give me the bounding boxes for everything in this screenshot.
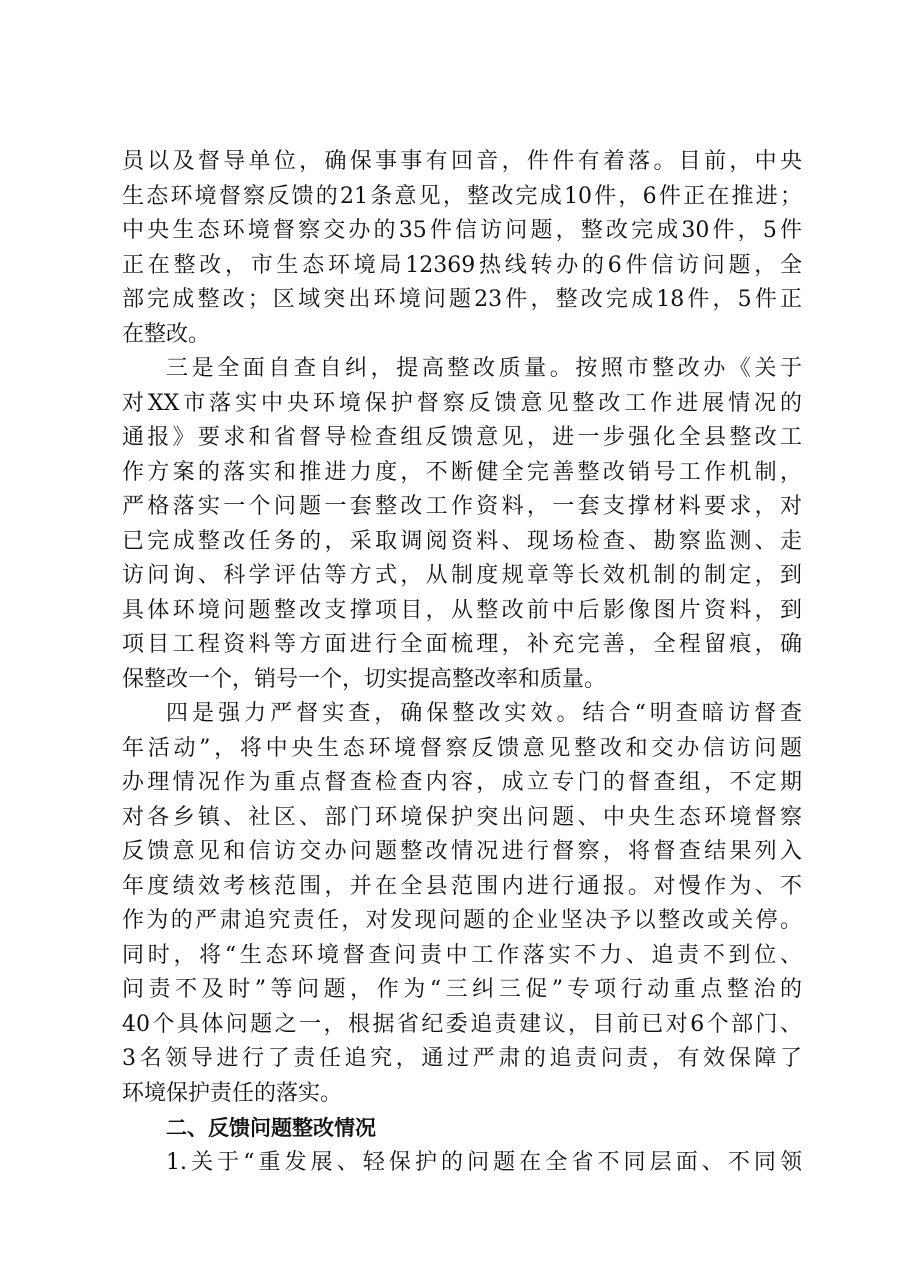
text-line: 作方案的落实和推进力度，不断健全完善整改销号工作机制，	[122, 459, 802, 485]
text-line: 3名领导进行了责任追究，通过严肃的追责问责，有效保障了	[122, 1046, 802, 1071]
text-line: 办理情况作为重点督查检查内容，成立专门的督查组，不定期	[122, 770, 802, 795]
text-line: 年活动”，将中央生态环境督察反馈意见整改和交办信访问题	[122, 735, 802, 761]
text-line: 访问询、科学评估等方式，从制度规章等长效机制的制定，到	[122, 563, 802, 588]
text-line: 在整改。	[122, 321, 211, 347]
text-line: 同时，将“生态环境督查问责中工作落实不力、追责不到位、	[122, 942, 802, 968]
text-line: 问责不及时”等问题，作为“三纠三促”专项行动重点整治的	[122, 977, 802, 1002]
text-line: 环境保护责任的落实。	[122, 1080, 343, 1106]
text-line: 员以及督导单位，确保事事有回音，件件有着落。目前，中央	[122, 149, 802, 174]
section-heading: 二、反馈问题整改情况	[166, 1116, 376, 1140]
paragraph-four-start: 四是强力严督实查，确保整改实效。结合“明查暗访督查	[166, 701, 802, 726]
text-line: 中央生态环境督察交办的35件信访问题，整改完成30件，5件	[122, 218, 802, 243]
text-line: 部完成整改；区域突出环境问题23件，整改完成18件，5件正	[122, 287, 802, 312]
text-line: 生态环境督察反馈的21条意见，整改完成10件，6件正在推进；	[122, 183, 802, 209]
text-line: 作为的严肃追究责任，对发现问题的企业坚决予以整改或关停。	[122, 908, 802, 933]
text-line: 1.关于“重发展、轻保护的问题在全省不同层面、不同领	[166, 1149, 802, 1175]
text-line: 通报》要求和省督导检查组反馈意见，进一步强化全县整改工	[122, 425, 802, 450]
text-line: 对XX市落实中央环境保护督察反馈意见整改工作进展情况的	[122, 390, 802, 416]
text-line: 严格落实一个问题一套整改工作资料，一套支撑材料要求，对	[122, 494, 802, 519]
text-line: 40个具体问题之一，根据省纪委追责建议，目前已对6个部门、	[122, 1011, 802, 1037]
text-line: 年度绩效考核范围，并在全县范围内进行通报。对慢作为、不	[122, 873, 802, 899]
text-line: 反馈意见和信访交办问题整改情况进行督察，将督查结果列入	[122, 839, 802, 864]
document-body	[122, 145, 802, 1180]
paragraph-three-start: 三是全面自查自纠，提高整改质量。按照市整改办《关于	[166, 356, 802, 381]
text-line: 正在整改，市生态环境局12369热线转办的6件信访问题，全	[122, 252, 802, 278]
text-line: 保整改一个，销号一个，切实提高整改率和质量。	[122, 666, 607, 692]
text-line: 具体环境问题整改支撑项目，从整改前中后影像图片资料，到	[122, 597, 802, 623]
text-line: 已完成整改任务的，采取调阅资料、现场检查、勘察监测、走	[122, 528, 802, 554]
text-line: 项目工程资料等方面进行全面梳理，补充完善，全程留痕，确	[122, 632, 802, 657]
text-line: 对各乡镇、社区、部门环境保护突出问题、中央生态环境督察	[122, 804, 802, 830]
